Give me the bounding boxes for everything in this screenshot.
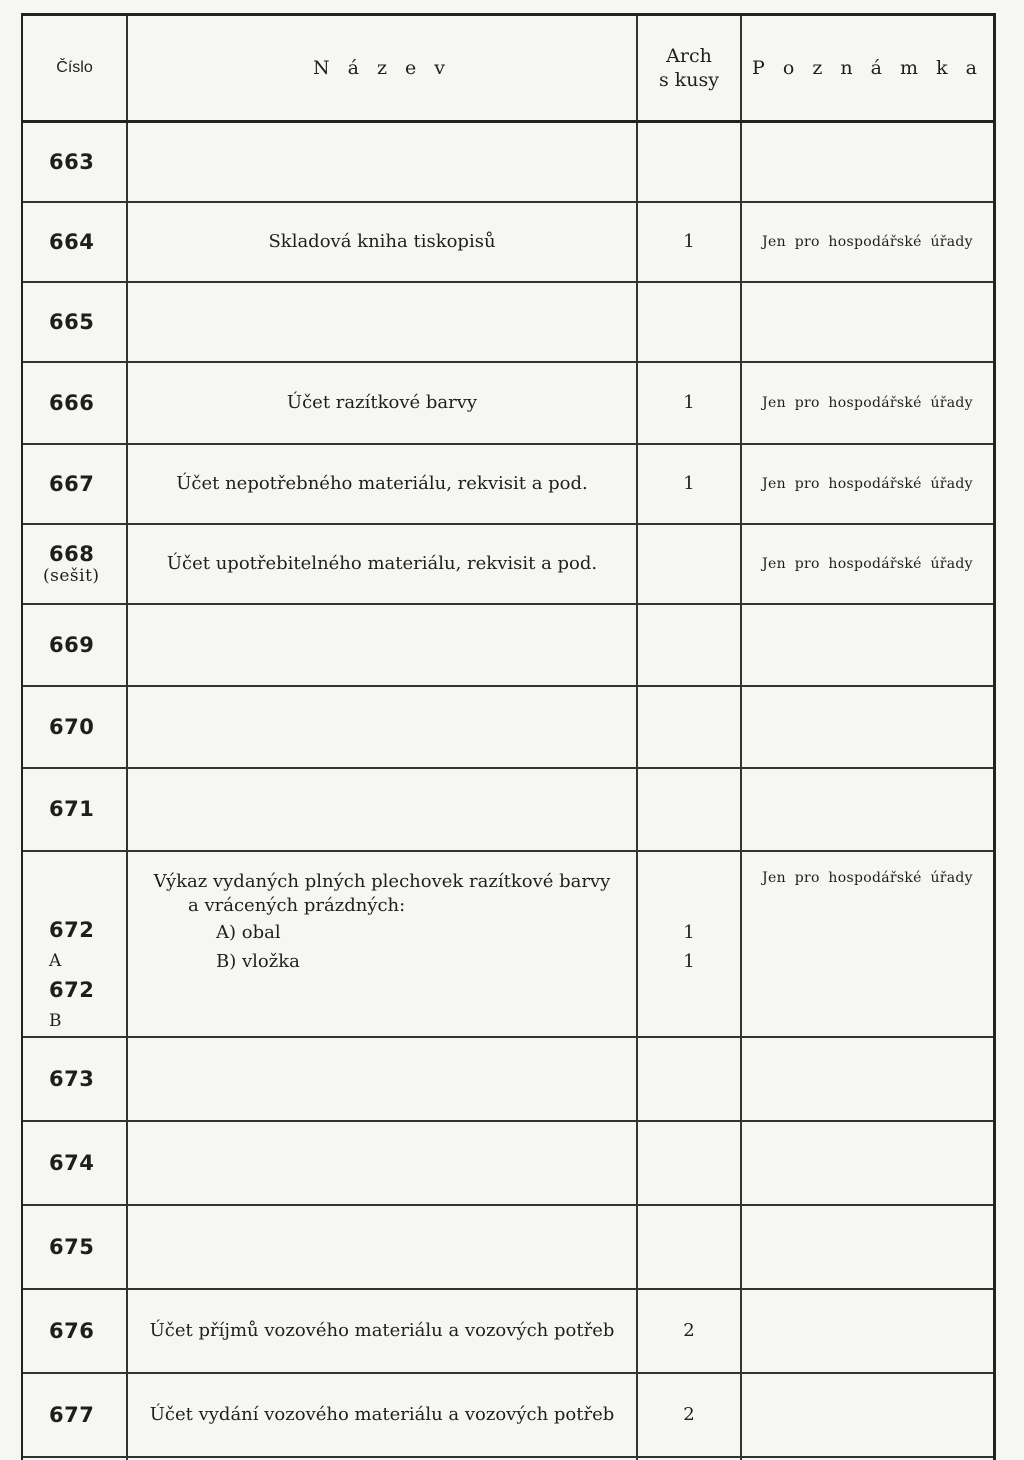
table-row (23, 768, 993, 851)
row-qty-b: 1 (683, 950, 695, 972)
row-qty (637, 686, 741, 768)
table-row (23, 362, 993, 444)
row-name (127, 604, 637, 686)
row-number (23, 1457, 127, 1460)
row-number-a (49, 916, 126, 976)
suffix-b: B (49, 1010, 62, 1031)
row-number (23, 524, 127, 604)
row-number: 676 (23, 1289, 127, 1373)
row-name (127, 1037, 637, 1121)
row-name-item-a: A) obal (216, 921, 281, 943)
header-arch (637, 16, 741, 122)
row-qty (637, 524, 741, 604)
table-row (23, 1037, 993, 1121)
table-row-672 (23, 851, 993, 1037)
row-note (741, 686, 993, 768)
number-a: 672 (49, 917, 95, 942)
table-row (23, 1121, 993, 1205)
row-name (127, 282, 637, 362)
row-note (741, 768, 993, 851)
table-row (23, 1205, 993, 1289)
row-number: 674 (23, 1121, 127, 1205)
row-note (741, 122, 993, 202)
row-name: Skladová kniha tiskopisů (127, 202, 637, 282)
row-note (741, 1289, 993, 1373)
row-name-line2: a vrácených prázdných: (188, 894, 406, 916)
row-qty (637, 768, 741, 851)
number-b: 672 (49, 977, 95, 1002)
row-number: 663 (23, 122, 127, 202)
table-row (23, 686, 993, 768)
row-note (741, 1457, 993, 1460)
row-number (23, 851, 127, 1037)
row-number: 671 (23, 768, 127, 851)
form-register-sheet (21, 13, 996, 1460)
row-note: Jen pro hospodářské úřady (741, 851, 993, 1037)
row-name (127, 1457, 637, 1460)
row-name: Účet vydání vozového materiálu a vozových potřeb (127, 1373, 637, 1457)
row-note (741, 282, 993, 362)
row-name-item-b: B) vložka (216, 950, 300, 972)
row-note (741, 1373, 993, 1457)
row-name (127, 1205, 637, 1289)
row-qty: 2 (637, 1289, 741, 1373)
row-qty: 2 (637, 1373, 741, 1457)
row-name (127, 851, 637, 1037)
row-qty (637, 122, 741, 202)
row-number: 667 (23, 444, 127, 524)
header-arch-line1: Arch (666, 45, 712, 67)
row-number: 675 (23, 1205, 127, 1289)
row-note (741, 1205, 993, 1289)
row-number-sub: (sešit) (43, 565, 100, 586)
header-number: Číslo (23, 16, 127, 122)
suffix-a: A (49, 950, 62, 971)
row-qty (637, 1205, 741, 1289)
form-register-table (23, 16, 993, 1460)
row-name (127, 768, 637, 851)
row-name: Účet příjmů vozového materiálu a vozových potřeb (127, 1289, 637, 1373)
row-qty (637, 604, 741, 686)
row-qty (637, 851, 741, 1037)
row-name (127, 686, 637, 768)
row-number: 677 (23, 1373, 127, 1457)
row-name: Účet upotřebitelného materiálu, rekvisit a pod. (127, 524, 637, 604)
row-qty (637, 1037, 741, 1121)
row-note: Jen pro hospodářské úřady (741, 444, 993, 524)
row-number: 664 (23, 202, 127, 282)
row-number: 665 (23, 282, 127, 362)
row-number: 670 (23, 686, 127, 768)
table-row (23, 122, 993, 202)
row-name (127, 1121, 637, 1205)
row-note (741, 1037, 993, 1121)
row-qty: 1 (637, 362, 741, 444)
row-name-line1: Výkaz vydaných plných plechovek razítkové barvy (153, 870, 611, 892)
table-row (23, 1373, 993, 1457)
header-name: N á z e v (127, 16, 637, 122)
row-name: Účet nepotřebného materiálu, rekvisit a pod. (127, 444, 637, 524)
row-qty (637, 1457, 741, 1460)
row-number: 669 (23, 604, 127, 686)
row-number-b (49, 976, 126, 1036)
row-number: 673 (23, 1037, 127, 1121)
row-note (741, 1121, 993, 1205)
row-number-main: 668 (49, 541, 95, 566)
row-qty: 1 (637, 444, 741, 524)
header-row (23, 16, 993, 122)
row-qty (637, 282, 741, 362)
table-row (23, 1289, 993, 1373)
row-qty (637, 1121, 741, 1205)
table-row (23, 444, 993, 524)
table-row-empty (23, 1457, 993, 1460)
header-note: P o z n á m k a (741, 16, 993, 122)
table-row (23, 202, 993, 282)
table-row (23, 524, 993, 604)
header-arch-line2: s kusy (658, 69, 720, 91)
table-row (23, 604, 993, 686)
row-name (127, 122, 637, 202)
row-note (741, 604, 993, 686)
table-row (23, 282, 993, 362)
row-name: Účet razítkové barvy (127, 362, 637, 444)
row-number: 666 (23, 362, 127, 444)
row-qty-a: 1 (683, 921, 695, 943)
row-note: Jen pro hospodářské úřady (741, 362, 993, 444)
row-qty: 1 (637, 202, 741, 282)
row-note: Jen pro hospodářské úřady (741, 202, 993, 282)
row-note: Jen pro hospodářské úřady (741, 524, 993, 604)
